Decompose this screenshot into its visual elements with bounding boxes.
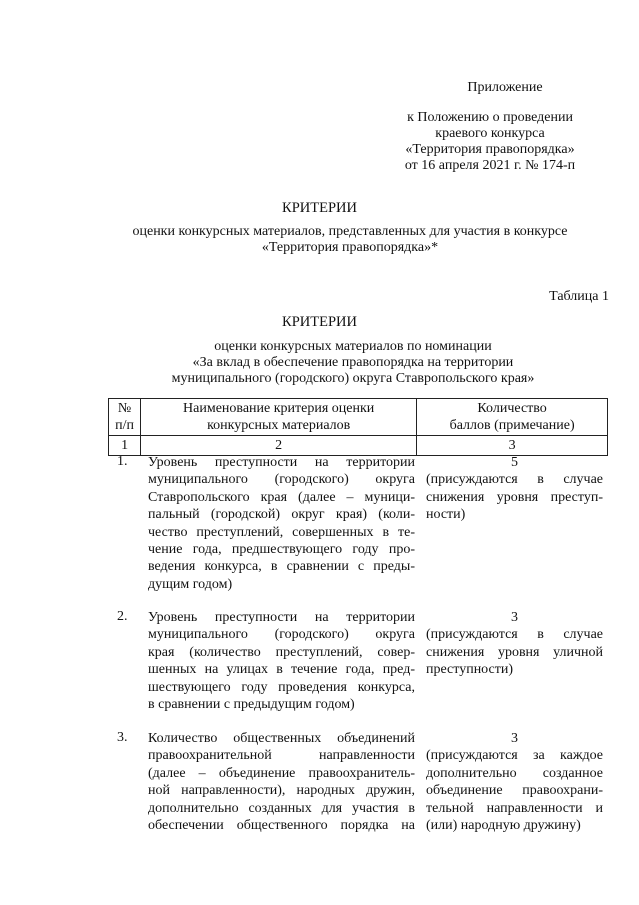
row-3-note-line: объединение правоохрани-: [426, 783, 603, 799]
main-title: КРИТЕРИИ: [282, 200, 357, 216]
row-3-line: правоохранительной направленности: [148, 748, 415, 764]
row-1-criterion: [148, 454, 415, 593]
appendix-date-line: от 16 апреля 2021 г. № 174-п: [404, 158, 576, 173]
criteria-table-header: [108, 398, 608, 456]
row-2-note-line: снижения уровня уличной: [426, 644, 603, 660]
row-3-line: дополнительно созданных для участия в: [148, 800, 415, 816]
row-3-note-line: тельной направленности и: [426, 800, 603, 816]
row-2-note-line: преступности): [426, 662, 514, 678]
header-score-line-1: Количество: [477, 401, 547, 416]
row-2-line: шенных на улицах в течение года, пред-: [148, 662, 415, 678]
row-3-note-line: дополнительно созданное: [426, 765, 603, 781]
row-3-line: (далее – объединение правоохранитель-: [148, 765, 415, 781]
header-num-line-2: п/п: [115, 418, 134, 433]
table-subtitle-line-3: муниципального (городского) округа Ставропольского края»: [171, 371, 535, 386]
index-cell-3: 3: [417, 436, 608, 456]
row-1-note-line: снижения уровня преступ-: [426, 489, 603, 505]
row-3-criterion: [148, 730, 415, 834]
row-1-number: 1.: [117, 454, 128, 469]
row-1-line: ведения конкурса, в сравнении с преды-: [148, 559, 415, 575]
main-subtitle-line-1: оценки конкурсных материалов, представленных для участия в конкурсе: [132, 224, 568, 239]
table-title: КРИТЕРИИ: [282, 314, 357, 330]
row-1-line: чение года, предшествующего году про-: [148, 542, 415, 558]
appendix-label: Приложение: [467, 80, 543, 95]
row-3-note-line: (присуждаются за каждое: [426, 748, 603, 764]
header-score: [417, 399, 608, 436]
main-subtitle-line-2: «Территория правопорядка»*: [261, 240, 439, 255]
row-2-line: Уровень преступности на территории: [148, 610, 415, 625]
row-1-line: Ставропольского края (далее – муници-: [148, 489, 415, 505]
row-1-line: дущим годом): [148, 576, 233, 592]
header-score-line-2: баллов (примечание): [449, 418, 575, 433]
appendix-line-2: краевого конкурса: [435, 126, 545, 141]
header-criterion-name: [141, 399, 417, 436]
row-1-score: [426, 454, 603, 524]
header-num: [109, 399, 141, 436]
row-3-number: 3.: [117, 730, 128, 745]
row-1-line: муниципального (городского) округа: [148, 472, 415, 488]
row-2-line: края (количество преступлений, совер-: [148, 644, 415, 660]
row-2-score: [426, 609, 603, 679]
row-2-line: муниципального (городского) округа: [148, 627, 415, 643]
row-1-note-line: ности): [426, 507, 466, 523]
row-2-criterion: [148, 609, 415, 713]
row-3-score-value: 3: [511, 731, 518, 746]
index-cell-2: 2: [141, 436, 417, 456]
row-3-note-line: (или) народную дружину): [426, 818, 581, 834]
row-3-line: ной направленности), народных дружин,: [148, 783, 415, 799]
row-2-number: 2.: [117, 609, 128, 624]
header-name-line-1: Наименование критерия оценки: [183, 401, 375, 416]
header-num-line-1: №: [117, 401, 132, 416]
row-2-score-value: 3: [511, 610, 518, 625]
row-1-line: Уровень преступности на территории: [148, 455, 415, 470]
table-subtitle-line-2: «За вклад в обеспечение правопорядка на территории: [192, 355, 514, 370]
row-3-line: обеспечении общественного порядка на: [148, 818, 415, 834]
row-1-line: пальный (городской) округ края) (коли-: [148, 507, 415, 523]
row-1-line: чество преступлений, совершенных в те-: [148, 524, 415, 540]
header-name-line-2: конкурсных материалов: [207, 418, 351, 433]
row-3-line: Количество общественных объединений: [148, 731, 415, 746]
row-2-line: в сравнении с предыдущим годом): [148, 697, 355, 713]
table-subtitle-line-1: оценки конкурсных материалов по номинации: [214, 339, 492, 354]
row-1-note-line: (присуждаются в случае: [426, 472, 603, 488]
table-label: Таблица 1: [549, 289, 609, 304]
row-1-score-value: 5: [511, 455, 518, 470]
row-3-score: [426, 730, 603, 834]
appendix-line-1: к Положению о проведении: [407, 110, 573, 125]
row-2-line: шествующего году проведения конкурса,: [148, 679, 415, 695]
index-cell-1: 1: [109, 436, 141, 456]
appendix-line-3: «Территория правопорядка»: [405, 142, 575, 157]
row-2-note-line: (присуждаются в случае: [426, 627, 603, 643]
